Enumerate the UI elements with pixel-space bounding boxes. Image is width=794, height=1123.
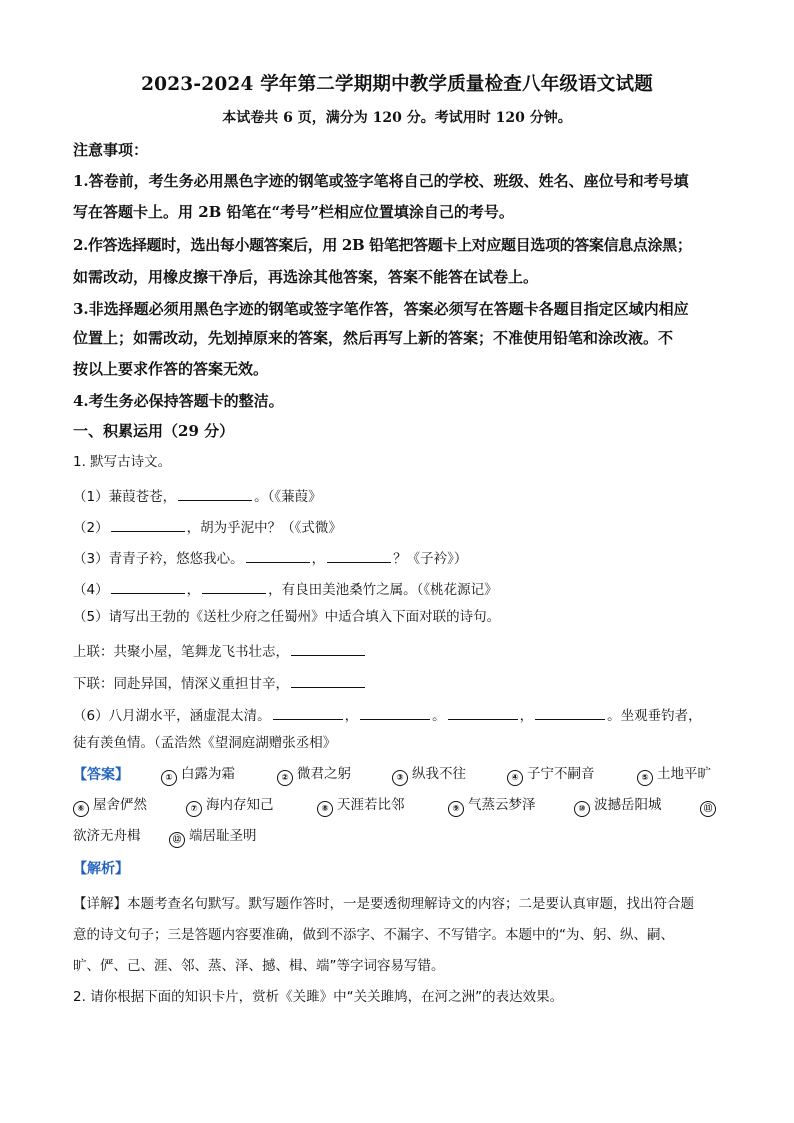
recitation-line bbox=[73, 518, 342, 536]
answer-blank bbox=[448, 706, 518, 720]
prompt-text: ，有良田美池桑竹之属。（《桃花源记》 bbox=[268, 582, 498, 598]
prompt-text: （6）八月湖水平，涵虚混太清。 bbox=[73, 708, 271, 724]
answer-number: ④ bbox=[507, 770, 523, 786]
answer-number: ③ bbox=[392, 770, 408, 786]
notice-line: 写在答题卡上。用 2B 铅笔在“考号”栏相应位置填涂自己的考号。 bbox=[73, 203, 514, 221]
answer-row bbox=[73, 768, 733, 784]
recitation-line: （5）请写出王勃的《送杜少府之任蜀州》中适合填入下面对联的诗句。 bbox=[73, 609, 501, 625]
answer-number: ⑧ bbox=[317, 801, 333, 817]
question-stem: 1. 默写古诗文。 bbox=[73, 454, 172, 470]
answer-item bbox=[507, 768, 595, 786]
recitation-line bbox=[73, 706, 702, 724]
prompt-text: 。坐观垂钓者， bbox=[607, 708, 702, 724]
answer-item bbox=[169, 830, 257, 848]
answer-tag: 【答案】 bbox=[73, 767, 129, 783]
answer-blank bbox=[360, 706, 430, 720]
answer-text: 纵我不往 bbox=[412, 766, 466, 782]
prompt-text: （4） bbox=[73, 582, 109, 598]
answer-blank bbox=[111, 580, 185, 594]
notice-line: 3.非选择题必须用黑色字迹的钢笔或签字笔作答，答案必须写在答题卡各题目指定区域内相应 bbox=[73, 300, 689, 318]
notice-line: 如需改动，用橡皮擦干净后，再选涂其他答案，答案不能答在试卷上。 bbox=[73, 268, 539, 286]
answer-number: ② bbox=[277, 770, 293, 786]
answer-number: ⑫ bbox=[169, 832, 185, 848]
answer-item bbox=[186, 799, 274, 817]
page-title: 2023-2024 学年第二学期期中教学质量检查八年级语文试题 bbox=[141, 74, 653, 95]
answer-item bbox=[700, 799, 720, 817]
answer-text: 屋舍俨然 bbox=[93, 797, 147, 813]
answer-text: 微君之躬 bbox=[297, 766, 351, 782]
answer-number: ⑤ bbox=[637, 770, 653, 786]
answer-number: ⑦ bbox=[186, 801, 202, 817]
recitation-line: 徒有羡鱼情。（孟浩然《望洞庭湖赠张丞相》 bbox=[73, 735, 337, 751]
analysis-tag: 【解析】 bbox=[73, 861, 129, 877]
answer-text: 白露为霜 bbox=[181, 766, 235, 782]
notice-line: 4.考生务必保持答题卡的整洁。 bbox=[73, 392, 284, 410]
prompt-text: 。 bbox=[432, 708, 446, 724]
prompt-text: （1）蒹葭苍苍， bbox=[73, 489, 177, 505]
exam-info: 本试卷共 6 页，满分为 120 分。考试用时 120 分钟。 bbox=[222, 110, 572, 126]
notice-heading: 注意事项： bbox=[73, 141, 149, 159]
question-stem: 2. 请你根据下面的知识卡片，赏析《关雎》中“关关雎鸠，在河之洲”的表达效果。 bbox=[73, 989, 564, 1005]
answer-item bbox=[161, 768, 235, 786]
prompt-text: ，胡为乎泥中？（《式微》 bbox=[186, 520, 342, 536]
prompt-text: ， bbox=[311, 551, 326, 567]
couplet-line bbox=[73, 674, 367, 692]
detail-line: 【详解】本题考查名句默写。默写题作答时，一是要透彻理解诗文的内容；二是要认真审题，找出符合题 bbox=[73, 896, 694, 912]
answer-item bbox=[277, 768, 351, 786]
answer-text: 海内存知己 bbox=[206, 797, 274, 813]
answer-text: 子宁不嗣音 bbox=[527, 766, 595, 782]
answer-row bbox=[73, 830, 733, 846]
prompt-text: 。（《蒹葭》 bbox=[254, 489, 322, 505]
prompt-text: ？《子衿》） bbox=[393, 551, 468, 567]
answer-item bbox=[637, 768, 711, 786]
answer-text: 欲济无舟楫 bbox=[73, 828, 141, 844]
answer-text: 波撼岳阳城 bbox=[594, 797, 662, 813]
answer-text: 土地平旷 bbox=[657, 766, 711, 782]
prompt-text: ， bbox=[344, 708, 359, 724]
answer-blank bbox=[202, 580, 266, 594]
answer-blank bbox=[178, 487, 252, 501]
prompt-text: （3）青青子衿，悠悠我心。 bbox=[73, 551, 244, 567]
answer-item bbox=[317, 799, 405, 817]
recitation-line bbox=[73, 487, 322, 505]
detail-line: 意的诗文句子；三是答题内容要准确，做到不添字、不漏字、不写错字。本题中的“为、躬、纵、嗣、 bbox=[73, 927, 674, 943]
notice-line: 1.答卷前，考生务必用黑色字迹的钢笔或签字笔将自己的学校、班级、姓名、座位号和考号填 bbox=[73, 172, 689, 190]
answer-blank bbox=[327, 549, 391, 563]
answer-item bbox=[392, 768, 466, 786]
answer-item bbox=[73, 799, 147, 817]
answer-blank bbox=[273, 706, 343, 720]
answer-row bbox=[73, 799, 733, 815]
answer-text: 端居耻圣明 bbox=[189, 828, 257, 844]
answer-number: ⑨ bbox=[448, 801, 464, 817]
answer-item bbox=[448, 799, 536, 817]
answer-number: ① bbox=[161, 770, 177, 786]
couplet-line bbox=[73, 642, 367, 660]
answer-text: 气蒸云梦泽 bbox=[468, 797, 536, 813]
detail-line: 旷、俨、己、涯、邻、蒸、泽、撼、楫、端”等字词容易写错。 bbox=[73, 958, 445, 974]
answer-blank bbox=[246, 549, 310, 563]
prompt-text: ， bbox=[519, 708, 534, 724]
answer-blank bbox=[291, 642, 365, 656]
answer-number: ⑩ bbox=[574, 801, 590, 817]
prompt-text: （2） bbox=[73, 520, 109, 536]
recitation-line bbox=[73, 549, 467, 567]
section-heading: 一、积累运用（29 分） bbox=[73, 422, 235, 440]
recitation-line bbox=[73, 580, 498, 598]
answer-item bbox=[574, 799, 662, 817]
answer-number: ⑪ bbox=[700, 801, 716, 817]
notice-line: 2.作答选择题时，选出每小题答案后，用 2B 铅笔把答题卡上对应题目选项的答案信息点涂黑； bbox=[73, 236, 692, 254]
answer-blank bbox=[291, 674, 365, 688]
answer-blank bbox=[111, 518, 185, 532]
answer-text: 天涯若比邻 bbox=[337, 797, 405, 813]
prompt-text: 上联：共聚小屋，笔舞龙飞书壮志， bbox=[73, 644, 289, 660]
prompt-text: 下联：同赴异国，情深义重担甘辛， bbox=[73, 676, 289, 692]
prompt-text: ， bbox=[186, 582, 201, 598]
notice-line: 按以上要求作答的答案无效。 bbox=[73, 360, 269, 378]
answer-number: ⑥ bbox=[73, 801, 89, 817]
answer-blank bbox=[535, 706, 605, 720]
notice-line: 位置上；如需改动，先划掉原来的答案，然后再写上新的答案；不准使用铅笔和涂改液。不 bbox=[73, 329, 674, 347]
